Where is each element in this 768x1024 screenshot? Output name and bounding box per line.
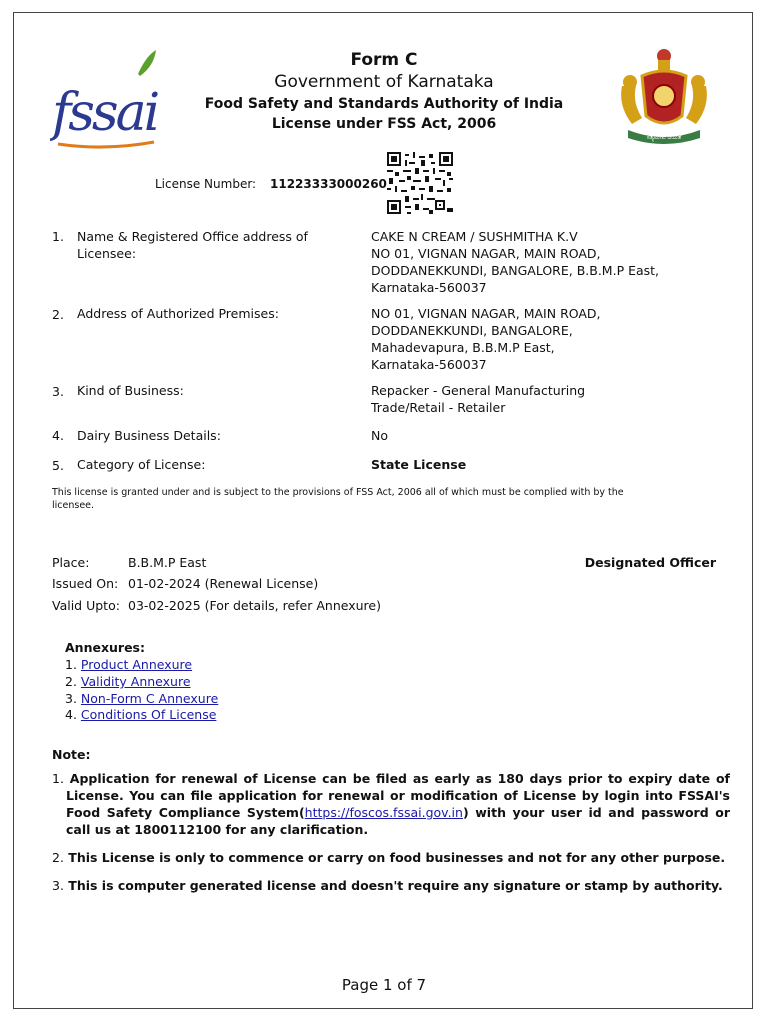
karnataka-emblem	[612, 46, 716, 150]
item-number: 1.	[52, 229, 64, 244]
qr-code-icon	[387, 152, 453, 214]
product-annexure-link[interactable]: Product Annexure	[80, 657, 193, 672]
premises-address: NO 01, VIGNAN NAGAR, MAIN ROAD, DODDANEKKUNDI, BANGALORE, Mahadevapura, B.B.M.P East, Karnataka-560037	[371, 306, 601, 372]
item-number: 3.	[52, 384, 64, 399]
fssai-logo	[50, 46, 158, 150]
kind-of-business: Repacker - General Manufacturing Trade/Retail - Retailer	[371, 383, 586, 415]
place-value: B.B.M.P East	[128, 555, 207, 570]
note-1-text: Application for renewal of License can be filed as early as 180 days prior to expiry date of License. You can file application for renewal or modification of License by login into FSSAI's Food Safety Compliance System(	[66, 771, 730, 820]
item-label: Address of Authorized Premises:	[77, 306, 279, 321]
note-1-text-end: ) with your user id and password or call us at 1800112100 for any clarification.	[66, 805, 730, 837]
non-form-c-annexure-link[interactable]: Non-Form C Annexure	[80, 691, 219, 706]
page-number: Page 1 of 7	[341, 976, 427, 994]
annexure-item	[65, 707, 216, 722]
annexures-title: Annexures:	[65, 640, 145, 655]
license-number-value: 11223333000260	[270, 177, 387, 191]
licensee-name-address: CAKE N CREAM / SUSHMITHA K.V NO 01, VIGNAN NAGAR, MAIN ROAD, DODDANEKKUNDI, BANGALORE, B.B.M.P East, Karnataka-560037	[371, 229, 660, 295]
foscos-link[interactable]: https://foscos.fssai.gov.in	[304, 805, 463, 820]
annexure-number: 2.	[65, 674, 77, 689]
form-title: Form C	[350, 50, 418, 70]
validity-annexure-link[interactable]: Validity Annexure	[80, 674, 191, 689]
government-title: Government of Karnataka	[274, 72, 494, 92]
item-label: Dairy Business Details:	[77, 428, 221, 443]
item-label: Category of License:	[77, 457, 206, 472]
annexure-number: 1.	[65, 657, 77, 672]
note-item-3: 3. This is computer generated license and doesn't require any signature or stamp by authority.	[52, 878, 723, 893]
annexure-number: 3.	[65, 691, 77, 706]
issued-value: 01-02-2024 (Renewal License)	[128, 576, 319, 591]
item-number: 2.	[52, 307, 64, 322]
item-label: Name & Registered Office address of Licensee:	[77, 229, 308, 261]
valid-value: 03-02-2025 (For details, refer Annexure)	[128, 598, 381, 613]
act-title: License under FSS Act, 2006	[271, 116, 497, 132]
note-3-text: This is computer generated license and doesn't require any signature or stamp by authority.	[68, 878, 723, 893]
note-2-text: This License is only to commence or carry on food businesses and not for any other purpose.	[68, 850, 726, 865]
valid-label: Valid Upto:	[52, 598, 120, 613]
item-number: 4.	[52, 428, 64, 443]
license-disclaimer: This license is granted under and is subject to the provisions of FSS Act, 2006 all of which must be complied with by the licensee.	[52, 487, 624, 511]
dairy-business-value: No	[371, 428, 388, 443]
authority-title: Food Safety and Standards Authority of India	[204, 96, 564, 112]
annexure-item	[65, 691, 218, 706]
designated-officer: Designated Officer	[584, 555, 716, 570]
annexure-number: 4.	[65, 707, 77, 722]
license-number-label: License Number:	[155, 177, 257, 191]
issued-label: Issued On:	[52, 576, 119, 591]
annexure-item	[65, 674, 191, 689]
note-title: Note:	[52, 747, 91, 762]
note-item-1: 1. Application for renewal of License can be filed as early as 180 days prior to expiry date of License. You can file application for renewal or modification of License by login into FSSAI's Food Safety Compliance System(https://foscos.fssai.gov.in) with your user id and password or call us at 1800112100 for any clarification.	[52, 771, 730, 837]
conditions-of-license-link[interactable]: Conditions Of License	[80, 707, 217, 722]
annexure-item	[65, 657, 192, 672]
emblem-motto: ಸತ್ಯಮೇವ ಜಯತೆ	[646, 134, 682, 141]
place-label: Place:	[52, 555, 90, 570]
license-category-value: State License	[371, 457, 467, 472]
item-number: 5.	[52, 458, 64, 473]
logo-text: fssai	[52, 83, 158, 143]
item-label: Kind of Business:	[77, 383, 184, 398]
note-item-2: 2. This License is only to commence or carry on food businesses and not for any other purpose.	[52, 850, 726, 865]
